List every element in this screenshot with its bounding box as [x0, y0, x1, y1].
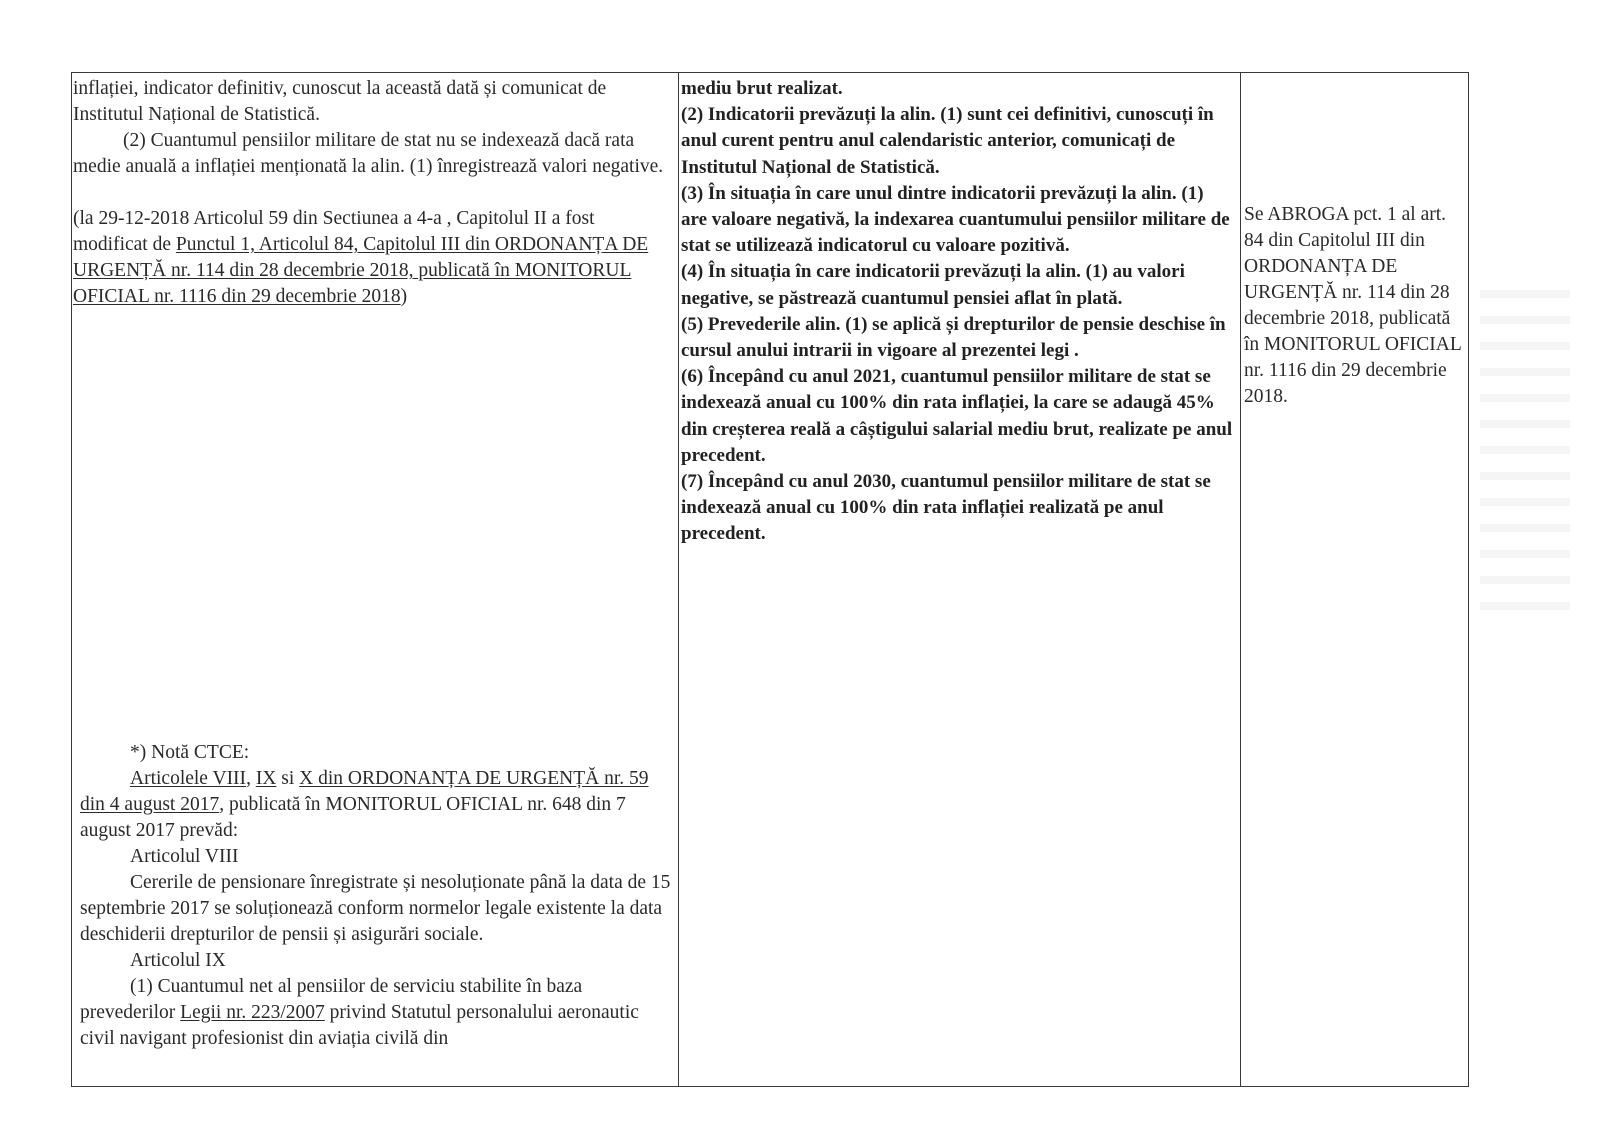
note-separator-1: ,: [246, 768, 256, 789]
col2-paragraph-6: (6) Începând cu anul 2021, cuantumul pensiilor militare de stat se indexează anual cu 100% din rata inflației, la care se adaugă 45% din creșterea reală a câștigului salarial mediu brut, realizate pe anul precedent.: [681, 366, 1233, 466]
col1-paragraph-2: (2) Cuantumul pensiilor militare de stat nu se indexează dacă rata medie anuală a inflației menționată la alin. (1) înregistrează valori negative.: [73, 130, 664, 177]
abrogation-note: Se ABROGA pct. 1 al art. 84 din Capitolul III din ORDONANȚA DE URGENȚĂ nr. 114 din 28 decembrie 2018, publicată în MONITORUL OFICIAL nr. 1116 din 29 decembrie 2018.: [1244, 204, 1462, 407]
articles-viii-link[interactable]: Articolele VIII: [130, 768, 247, 789]
col2-cell: [681, 76, 1233, 548]
modification-note: [73, 206, 669, 310]
table-top-border: [71, 72, 1469, 73]
modification-link[interactable]: Punctul 1, Articolul 84, Capitolul III din ORDONANȚA DE URGENȚĂ nr. 114 din 28 decembrie 2018, publicată în MONITORUL OFICIAL nr. 1116 din 29 decembrie 2018: [73, 234, 649, 307]
col2-paragraph-7: (7) Începând cu anul 2030, cuantumul pensiilor militare de stat se indexează anual cu 100% din rata inflației realizată pe anul precedent.: [681, 471, 1211, 545]
law-223-2007-link[interactable]: Legii nr. 223/2007: [180, 1002, 325, 1023]
oug-59-link[interactable]: X din ORDONANȚA DE URGENȚĂ nr. 59 din 4 august 2017: [80, 768, 649, 815]
table-bottom-border: [71, 1086, 1469, 1087]
column-divider-2: [1240, 72, 1241, 1087]
column-divider-1: [678, 72, 679, 1087]
col2-paragraph-2: (2) Indicatorii prevăzuți la alin. (1) sunt cei definitivi, cunoscuți în anul curent pentru anul calendaristic anterior, comunicați de Institutul Național de Statistică.: [681, 104, 1214, 178]
note-separator-2: si: [276, 768, 300, 789]
modification-suffix: ): [400, 286, 408, 307]
col2-line-0: mediu brut realizat.: [681, 78, 843, 99]
col2-paragraph-5: (5) Prevederile alin. (1) se aplică și drepturilor de pensie deschise în cursul anului intrarii in vigoare al prezentei legi .: [681, 313, 1226, 362]
col3-cell: [1244, 202, 1462, 410]
table-right-border: [1468, 72, 1469, 1087]
article-ix-prefix: (1) Cuantumul net al pensiilor de serviciu stabilite în baza prevederilor: [80, 976, 583, 1023]
ctce-note-title: *) Notă CTCE:: [130, 742, 250, 763]
article-viii-text: Cererile de pensionare înregistrate și nesoluționate până la data de 15 septembrie 2017 se soluționează conform normelor legale existente la data deschiderii drepturilor de pensii și asigurări sociale.: [80, 872, 671, 945]
col1-upper-cell: [73, 76, 669, 310]
col1-paragraph-1: inflației, indicator definitiv, cunoscut la această dată și comunicat de Institutul Național de Statistică.: [73, 78, 607, 125]
col2-paragraph-4: (4) În situația în care indicatorii prevăzuți la alin. (1) au valori negative, se păstrează cuantumul pensiei aflat în plată.: [681, 261, 1185, 309]
article-ix-text: [80, 974, 672, 1052]
article-viii-title: Articolul VIII: [130, 846, 239, 867]
show-through-mark: [1480, 290, 1570, 620]
col1-lower-cell: [80, 740, 672, 1052]
col2-paragraph-3: (3) În situația în care unul dintre indicatorii prevăzuți la alin. (1) are valoare negativă, la indexarea cuantumului pensiilor militare de stat se utilizează indicatorul cu valoare pozitivă.: [681, 182, 1230, 257]
article-ix-link[interactable]: IX: [255, 768, 277, 789]
ctce-note-reference: [80, 766, 672, 844]
modification-prefix: (la 29-12-2018 Articolul 59 din Sectiunea a 4-a , Capitolul II a fost modificat de: [73, 208, 595, 255]
table-left-border: [71, 72, 72, 1087]
note-rest: , publicată în MONITORUL OFICIAL nr. 648 din 7 august 2017 prevăd:: [80, 794, 626, 841]
article-ix-rest: privind Statutul personalului aeronautic civil navigant profesionist din aviația civilă din: [80, 1002, 639, 1049]
article-ix-title: Articolul IX: [130, 950, 226, 971]
